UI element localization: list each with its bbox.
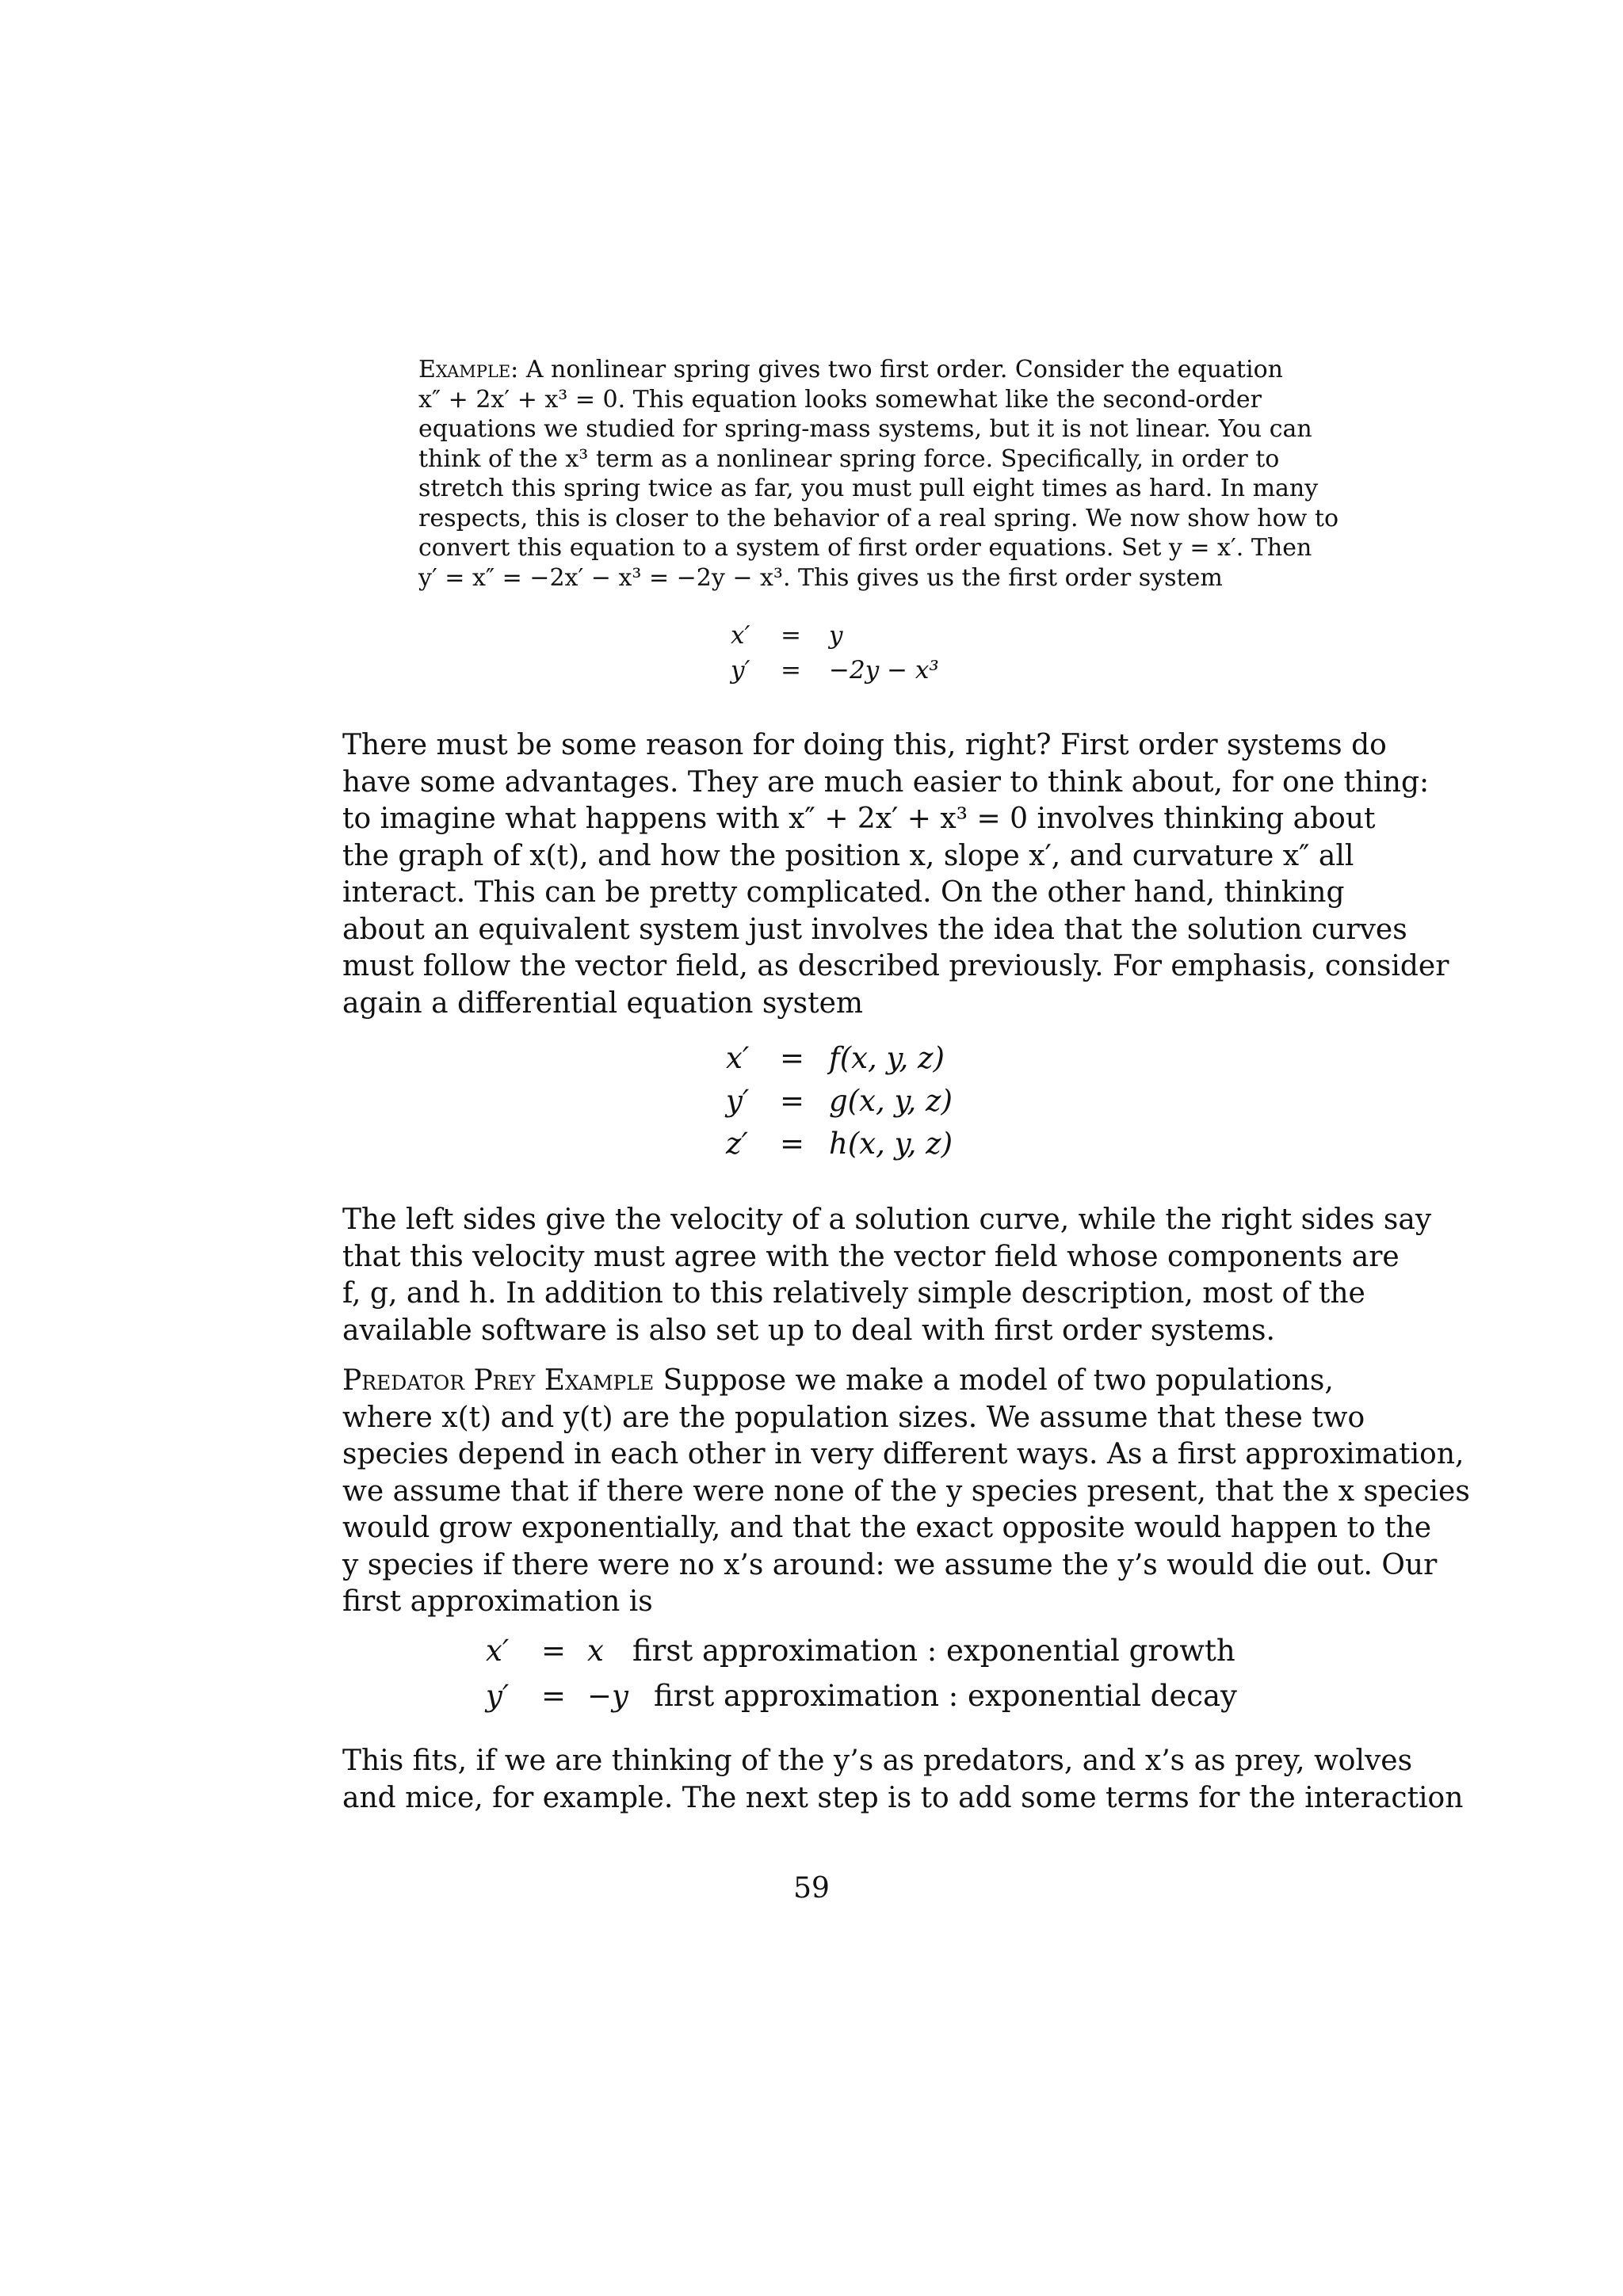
equation-lhs: y′ (731, 656, 750, 685)
paragraph-line: to imagine what happens with x″ + 2x′ + x³ = 0 involves thinking about (342, 803, 1376, 835)
example-line: equations we studied for spring-mass systems, but it is not linear. You can (418, 415, 1312, 443)
equation-lhs: y′ (486, 1679, 510, 1713)
page-number: 59 (793, 1872, 830, 1905)
equation-row (731, 621, 937, 656)
equation-system-1 (731, 621, 937, 691)
equation-rhs: −2y − x³ (829, 656, 939, 685)
paragraph-line: and mice, for example. The next step is to add some terms for the interaction (342, 1781, 1464, 1814)
equation-rhs: −y (587, 1679, 628, 1713)
paragraph-first-order-advantages (342, 727, 1449, 1022)
paragraph-line: the graph of x(t), and how the position x, slope x′, and curvature x″ all (342, 839, 1354, 872)
paragraph-line: must follow the vector field, as described previously. For emphasis, consider (342, 950, 1449, 982)
paragraph-line: This fits, if we are thinking of the y’s as predators, and x’s as prey, wolves (342, 1745, 1413, 1777)
equation-row (486, 1634, 1235, 1679)
paragraph-line: first approximation is (342, 1585, 653, 1618)
example-line: y′ = x″ = −2x′ − x³ = −2y − x³. This gives us the first order system (418, 563, 1223, 592)
equation-lhs: x′ (731, 621, 750, 650)
paragraph-line: available software is also set up to deal with first order systems. (342, 1314, 1275, 1347)
equation-lhs: x′ (726, 1041, 750, 1075)
equation-equals: = (541, 1679, 567, 1713)
paragraph-line: f, g, and h. In addition to this relatively simple description, most of the (342, 1277, 1365, 1310)
equation-equals: = (780, 1041, 805, 1075)
example-label: Example: (418, 356, 519, 383)
paragraph-line: about an equivalent system just involves the idea that the solution curves (342, 913, 1407, 946)
equation-rhs: y (829, 621, 843, 650)
paragraph-velocity-description (342, 1202, 1432, 1349)
equation-equals: = (780, 1127, 805, 1161)
example-line: think of the x³ term as a nonlinear spring force. Specifically, in order to (418, 444, 1280, 473)
paragraph-line: There must be some reason for doing this, right? First order systems do (342, 729, 1387, 761)
paragraph-line: interact. This can be pretty complicated. On the other hand, thinking (342, 876, 1345, 909)
equation-rhs: x (587, 1634, 604, 1668)
equation-row (726, 1041, 980, 1084)
paragraph-line: would grow exponentially, and that the exact opposite would happen to the (342, 1512, 1432, 1544)
paragraph-line: we assume that if there were none of the y species present, that the x species (342, 1474, 1470, 1508)
paragraph-line: have some advantages. They are much easier to think about, for one thing: (342, 765, 1430, 799)
paragraph-line: where x(t) and y(t) are the population sizes. We assume that these two (342, 1401, 1365, 1434)
predator-prey-label: Predator Prey Example (342, 1364, 655, 1397)
paragraph-predators-prey-fit (342, 1743, 1464, 1817)
example-line: respects, this is closer to the behavior of a real spring. We now show how to (418, 504, 1339, 532)
paragraph-line: y species if there were no x’s around: we assume the y’s would die out. Our (342, 1548, 1438, 1581)
equation-equals: = (781, 656, 801, 685)
equation-system-3 (486, 1634, 1237, 1724)
equation-rhs: h(x, y, z) (829, 1127, 953, 1161)
equation-equals: = (781, 621, 801, 650)
equation-equals: = (541, 1634, 567, 1668)
equation-note: first approximation : exponential decay (654, 1679, 1237, 1713)
equation-row (731, 656, 937, 691)
paragraph-line: again a differential equation system (342, 986, 864, 1020)
equation-lhs: z′ (726, 1127, 748, 1161)
example-block (418, 355, 1339, 593)
paragraph-line: species depend in each other in very different ways. As a first approximation, (342, 1438, 1465, 1470)
equation-lhs: y′ (726, 1084, 750, 1118)
paragraph-line: Predator Prey Example Suppose we make a model of two populations, (342, 1364, 1334, 1397)
equation-row (726, 1084, 980, 1127)
example-line: x″ + 2x′ + x³ = 0. This equation looks somewhat like the second-order (418, 385, 1262, 414)
example-line: Example: A nonlinear spring gives two first order. Consider the equation (418, 356, 1283, 383)
example-line: stretch this spring twice as far, you must pull eight times as hard. In many (418, 475, 1319, 502)
paragraph-predator-prey (342, 1363, 1470, 1621)
equation-lhs: x′ (486, 1634, 510, 1668)
equation-row (726, 1127, 980, 1169)
paragraph-line: that this velocity must agree with the vector field whose components are (342, 1240, 1400, 1273)
equation-rhs: g(x, y, z) (829, 1084, 953, 1118)
equation-equals: = (780, 1084, 805, 1118)
equation-system-2 (726, 1041, 980, 1169)
paragraph-line: The left sides give the velocity of a solution curve, while the right sides say (342, 1203, 1432, 1236)
equation-row (486, 1679, 1237, 1724)
equation-note: first approximation : exponential growth (632, 1634, 1235, 1668)
example-line: convert this equation to a system of first order equations. Set y = x′. Then (418, 534, 1312, 562)
equation-rhs: f(x, y, z) (829, 1041, 945, 1075)
